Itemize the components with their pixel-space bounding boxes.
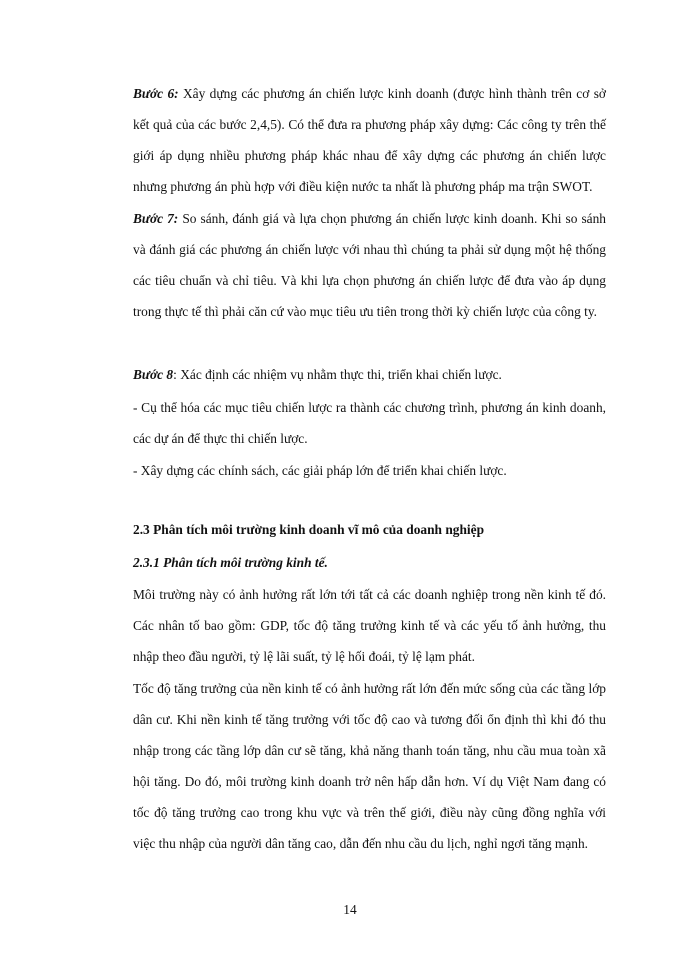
paragraph-step-8 xyxy=(133,359,606,390)
page-number: 14 xyxy=(343,902,357,917)
step-6-text: Xây dựng các phương án chiến lược kinh doanh (được hình thành trên cơ sở kết quả của các bước 2,4,5). Có thể đưa ra phương pháp xây dựng: Các công ty trên thế giới áp dụng nhiều phương pháp khác nhau để xây dựng các phương án chiến lược nhưng phương án phù hợp với điều kiện nước ta nhất là phương pháp ma trận SWOT. xyxy=(133,86,606,194)
subsection-heading: 2.3.1 Phân tích môi trường kinh tế. xyxy=(133,555,328,570)
paragraph-step-6 xyxy=(133,78,606,202)
body-paragraph-2: Tốc độ tăng trưởng của nền kinh tế có ảnh hưởng rất lớn đến mức sống của các tầng lớp dân cư. Khi nền kinh tế tăng trưởng với tốc độ cao và tương đối ổn định thì khi đó thu nhập trong các tầng lớp dân cư sẽ tăng, khả năng thanh toán tăng, nhu cầu mua toàn xã hội tăng. Do đó, môi trường kinh doanh trở nên hấp dẫn hơn. Ví dụ Việt Nam đang có tốc độ tăng trưởng cao trong khu vực và trên thế giới, điều này cũng đồng nghĩa với việc thu nhập của người dân tăng cao, dẫn đến nhu cầu du lịch, nghỉ ngơi tăng mạnh. xyxy=(133,681,606,851)
step-7-label: Bước 7: xyxy=(133,211,179,226)
section-heading: 2.3 Phân tích môi trường kinh doanh vĩ mô của doanh nghiệp xyxy=(133,522,485,537)
body-paragraph-1: Môi trường này có ảnh hưởng rất lớn tới tất cả các doanh nghiệp trong nền kinh tế đó. Các nhân tố bao gồm: GDP, tốc độ tăng trưởng kinh tế và các yếu tố ảnh hưởng, thu nhập theo đầu người, tỷ lệ lãi suất, tỷ lệ hối đoái, tỷ lệ lạm phát. xyxy=(133,587,606,664)
step-7-text: So sánh, đánh giá và lựa chọn phương án chiến lược kinh doanh. Khi so sánh và đánh giá các phương án chiến lược với nhau thì chúng ta phải sử dụng một hệ thống các tiêu chuẩn và chỉ tiêu. Và khi lựa chọn phương án chiến lược để đưa vào áp dụng trong thực tế thì phải căn cứ vào mục tiêu ưu tiên trong thời kỳ chiến lược của công ty. xyxy=(133,211,606,319)
step-6-label: Bước 6: xyxy=(133,86,179,101)
step-8-label: Bước 8 xyxy=(133,367,174,382)
bullet-item-2: - Xây dựng các chính sách, các giải pháp lớn để triển khai chiến lược. xyxy=(133,463,507,478)
bullet-item-1: - Cụ thể hóa các mục tiêu chiến lược ra thành các chương trình, phương án kinh doanh, các dự án để thực thi chiến lược. xyxy=(133,400,606,446)
step-8-text: : Xác định các nhiệm vụ nhằm thực thi, triển khai chiến lược. xyxy=(173,367,502,382)
paragraph-step-7 xyxy=(133,203,606,327)
